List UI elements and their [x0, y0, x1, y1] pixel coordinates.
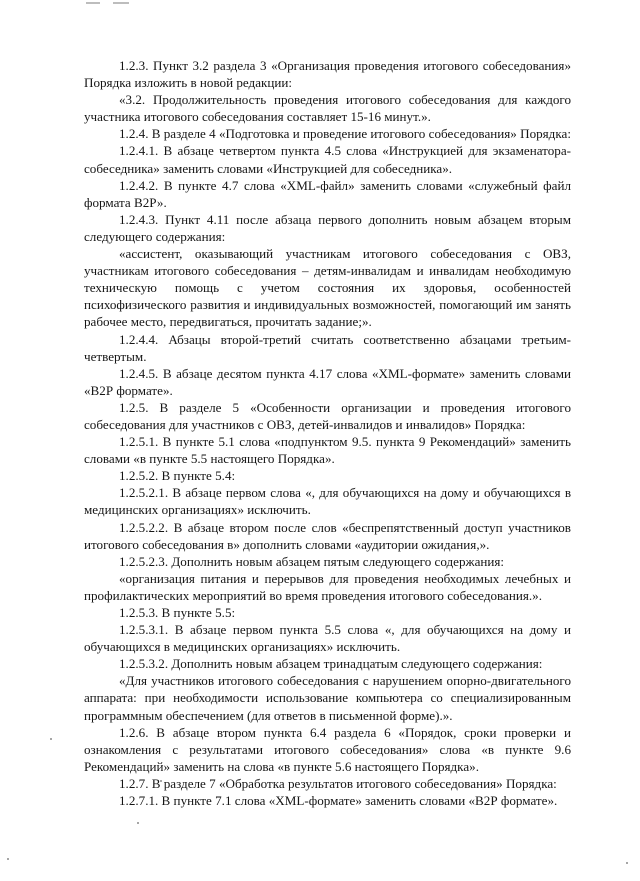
scan-speck: [50, 738, 52, 740]
paragraph: 1.2.4. В разделе 4 «Подготовка и проведение итогового собеседования» Порядка:: [119, 126, 571, 142]
paragraph: 1.2.4.5. В абзаце десятом пункта 4.17 слова «XML-формате» заменить словами «В2Р формате».: [84, 365, 571, 398]
paragraph: 1.2.3. Пункт 3.2 раздела 3 «Организация проведения итогового собеседования» Порядка изложить в новой редакции:: [84, 58, 571, 91]
document-body: [84, 57, 571, 809]
quoted-paragraph: «организация питания и перерывов для проведения необходимых лечебных и профилактических мероприятий во время проведения итогового собеседования.».: [84, 570, 571, 603]
paragraph: 1.2.6. В абзаце втором пункта 6.4 раздела 6 «Порядок, сроки проверки и ознакомления с результатами итогового собеседования» слова «в пункте 9.6 Рекомендаций» заменить на слова «в пункте 5.6 настоящего Порядка».: [84, 724, 571, 774]
paragraph: 1.2.4.1. В абзаце четвертом пункта 4.5 слова «Инструкцией для экзаменатора-собеседника» заменить словами «Инструкцией для собеседника».: [84, 143, 571, 176]
scan-speck: [137, 822, 139, 824]
paragraph: 1.2.4.2. В пункте 4.7 слова «XML-файл» заменить словами «служебный файл формата В2Р».: [84, 177, 571, 210]
paragraph: 1.2.5.2.2. В абзаце втором после слов «беспрепятственный доступ участников итогового собеседования в» дополнить словами «аудитории ожидания,».: [84, 519, 571, 552]
scan-speck: [7, 858, 9, 860]
paragraph: 1.2.7.1. В пункте 7.1 слова «XML-формате» заменить словами «В2Р формате».: [119, 793, 558, 809]
quoted-paragraph: «ассистент, оказывающий участникам итогового собеседования с ОВЗ, участникам итогового собеседования – детям-инвалидам и инвалидам необходимую техническую помощь с учетом состояния их здоровья, особенностей психофизического развития и индивидуальных возможностей, помогающий им занять рабочее место, передвигаться, прочитать задание;».: [84, 246, 571, 330]
scan-speck: [626, 862, 628, 864]
quoted-paragraph: «3.2. Продолжительность проведения итогового собеседования для каждого участника итогового собеседования составляет 15-16 минут.».: [84, 92, 571, 125]
paragraph: 1.2.4.4. Абзацы второй-третий считать соответственно абзацами третьим-четвертым.: [84, 331, 571, 364]
paragraph: 1.2.5.2. В пункте 5.4:: [119, 468, 236, 484]
paragraph: 1.2.5.2.1. В абзаце первом слова «, для обучающихся на дому и обучающихся в медицинских организациях» исключить.: [84, 485, 571, 518]
scan-mark: [86, 2, 100, 4]
paragraph: 1.2.5. В разделе 5 «Особенности организации и проведения итогового собеседования для участников с ОВЗ, детей-инвалидов и инвалидов» Порядка:: [84, 399, 571, 432]
paragraph: 1.2.4.3. Пункт 4.11 после абзаца первого дополнить новым абзацем вторым следующего содержания:: [84, 211, 571, 244]
paragraph: 1.2.5.3. В пункте 5.5:: [119, 605, 236, 620]
paragraph: 1.2.5.3.2. Дополнить новым абзацем тринадцатым следующего содержания:: [119, 656, 543, 672]
paragraph: 1.2.5.1. В пункте 5.1 слова «подпунктом 9.5. пункта 9 Рекомендаций» заменить словами «в пункте 5.5 настоящего Порядка».: [84, 434, 571, 467]
paragraph: 1.2.5.3.1. В абзаце первом пункта 5.5 слова «, для обучающихся на дому и обучающихся в медицинских организациях» исключить.: [84, 622, 571, 655]
paragraph: 1.2.5.2.3. Дополнить новым абзацем пятым следующего содержания:: [119, 553, 505, 569]
scan-mark: [113, 2, 129, 4]
quoted-paragraph: «Для участников итогового собеседования с нарушением опорно-двигательного аппарата: при необходимости использование компьютера со специализированным программным обеспечением (для ответов в письменной форме).».: [84, 673, 571, 723]
paragraph: 1.2.7. В разделе 7 «Обработка результатов итогового собеседования» Порядка:: [119, 775, 557, 791]
